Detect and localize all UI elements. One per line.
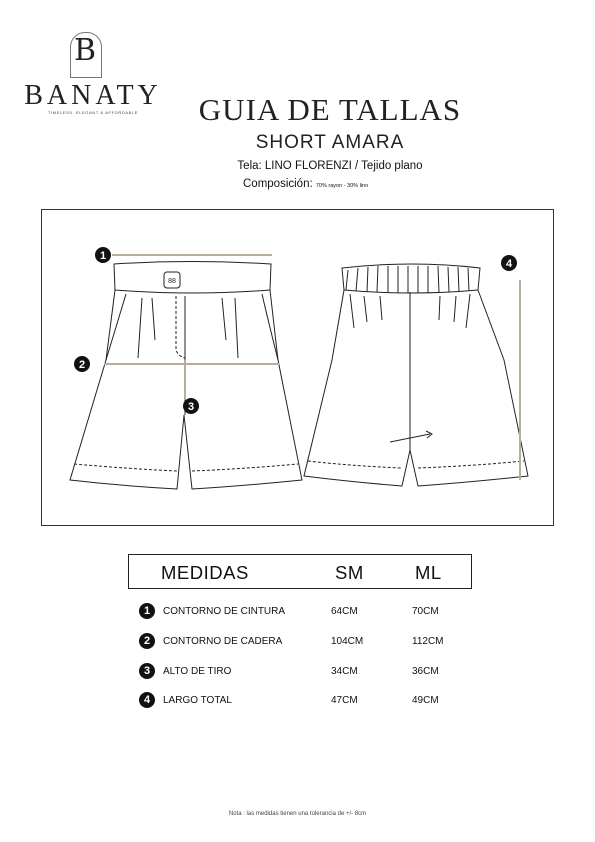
row-value-sm: 34CM [331,666,358,677]
page-title: GUIA DE TALLAS [198,92,462,127]
marker-1 [95,247,111,263]
row-number: 2 [139,633,155,649]
marker-3 [183,398,199,414]
header-measures: MEDIDAS [161,562,249,583]
shorts-flat-sketch [42,210,555,527]
marker-3-label: 3 [187,401,195,413]
row-label: LARGO TOTAL [163,695,232,706]
button-text: 88 [168,278,176,285]
row-number: 1 [139,603,155,619]
table-row [0,635,595,653]
composition-info [243,178,368,190]
logo-letter: B [73,33,97,68]
row-value-ml: 36CM [412,666,439,677]
row-value-sm: 64CM [331,606,358,617]
row-label: CONTORNO DE CADERA [163,636,283,647]
composition-value: 70% rayon - 30% lino [315,183,369,189]
size-table-header [128,554,472,589]
row-label: CONTORNO DE CINTURA [163,606,286,617]
row-label: ALTO DE TIRO [163,666,232,677]
table-row [0,694,595,712]
brand-tagline: TIMELESS, ELEGANT & AFFORDABLE [48,110,138,115]
composition-label: Composición: [243,178,313,190]
technical-drawing [41,209,554,526]
marker-4 [501,255,517,271]
brand-name: BANATY [24,80,162,111]
fabric-info: Tela: LINO FLORENZI / Tejido plano [237,160,423,172]
row-value-sm: 47CM [331,695,358,706]
row-value-ml: 112CM [412,636,444,647]
back-view [304,264,528,486]
row-number: 4 [139,692,155,708]
marker-2-label: 2 [78,359,86,371]
row-value-sm: 104CM [331,636,364,647]
row-value-ml: 49CM [412,695,439,706]
product-name: SHORT AMARA [255,132,405,153]
header-size-ml: ML [415,562,442,583]
marker-2 [74,356,90,372]
header-size-sm: SM [335,562,364,583]
row-number: 3 [139,663,155,679]
table-row [0,665,595,683]
row-value-ml: 70CM [412,606,439,617]
marker-1-label: 1 [99,250,107,262]
tolerance-note: Nota : las medidas tienen una tolerancia de +/- 8cm [228,811,367,817]
table-row [0,605,595,623]
marker-4-label: 4 [505,258,513,270]
